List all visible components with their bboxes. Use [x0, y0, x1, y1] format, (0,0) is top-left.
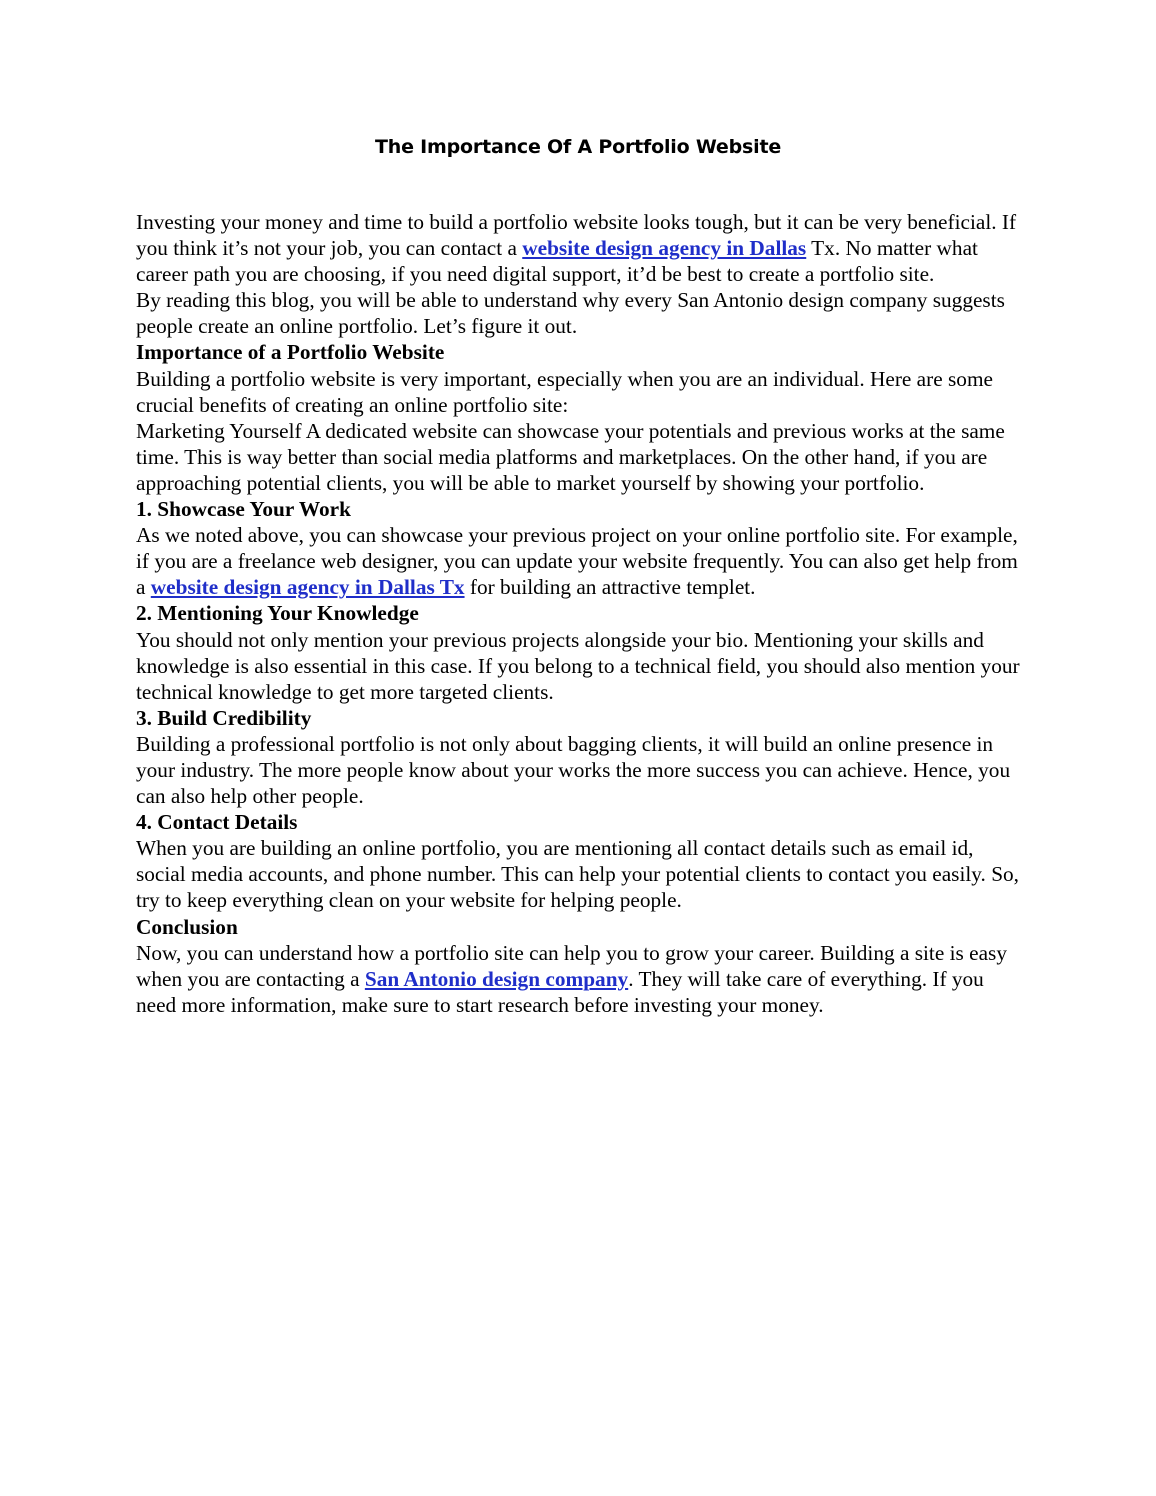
dallas-agency-link[interactable]: website design agency in Dallas: [522, 236, 807, 261]
conclusion-text-after-link: . They will take care of everything. If you need more information, make sure to start research before investing your money.: [136, 966, 984, 1017]
conclusion-text-before-link: Now, you can understand how a portfolio site can help you to grow your career. Building a site is easy when you are contacting a: [136, 940, 1007, 991]
showcase-paragraph: [136, 522, 1026, 600]
dallas-agency-tx-link[interactable]: website design agency in Dallas Tx: [150, 575, 465, 600]
conclusion-heading: Conclusion: [136, 914, 238, 939]
document-body: [136, 209, 1026, 1018]
intro-paragraph-1: [136, 209, 1026, 287]
san-antonio-company-link[interactable]: San Antonio design company: [364, 966, 629, 991]
document-title: The Importance Of A Portfolio Website: [374, 136, 782, 158]
knowledge-paragraph: You should not only mention your previous projects alongside your bio. Mentioning your skills and knowledge is also essential in this case. If you belong to a technical field, you should also mention your technical knowledge to get more targeted clients.: [136, 627, 1020, 704]
showcase-text-before-link: As we noted above, you can showcase your previous project on your online portfolio site. For example, if you are a freelance web designer, you can update your website frequently. You can also get help from a: [136, 523, 1018, 600]
contact-heading: 4. Contact Details: [136, 810, 298, 835]
credibility-paragraph: Building a professional portfolio is not only about bagging clients, it will build an online presence in your industry. The more people know about your works the more success you can achieve. Hence, you can also help other people.: [136, 731, 1011, 809]
importance-paragraph-1: Building a portfolio website is very important, especially when you are an individual. Here are some crucial benefits of creating an online portfolio site:: [136, 366, 993, 417]
knowledge-heading: 2. Mentioning Your Knowledge: [136, 601, 419, 626]
importance-paragraph-2: Marketing Yourself A dedicated website can showcase your potentials and previous works at the same time. This is way better than social media platforms and marketplaces. On the other hand, if you are approaching potential clients, you will be able to market yourself by showing your portfolio.: [136, 418, 1005, 495]
importance-heading: Importance of a Portfolio Website: [136, 340, 445, 365]
intro-text-after-link: Tx. No matter what career path you are choosing, if you need digital support, it’d be best to create a portfolio site.: [136, 236, 978, 287]
intro-paragraph-2: By reading this blog, you will be able to understand why every San Antonio design company suggests people create an online portfolio. Let’s figure it out.: [136, 288, 1005, 339]
showcase-text-after-link: for building an attractive templet.: [464, 575, 756, 600]
intro-text-before-link: Investing your money and time to build a portfolio website looks tough, but it can be very beneficial. If you think it’s not your job, you can contact a: [136, 210, 1017, 261]
showcase-heading: 1. Showcase Your Work: [136, 497, 351, 522]
contact-paragraph: When you are building an online portfolio, you are mentioning all contact details such as email id, social media accounts, and phone number. This can help your potential clients to contact you easily. So, try to keep everything clean on your website for helping people.: [136, 836, 1020, 913]
conclusion-paragraph: [136, 940, 1026, 1018]
credibility-heading: 3. Build Credibility: [136, 705, 312, 730]
